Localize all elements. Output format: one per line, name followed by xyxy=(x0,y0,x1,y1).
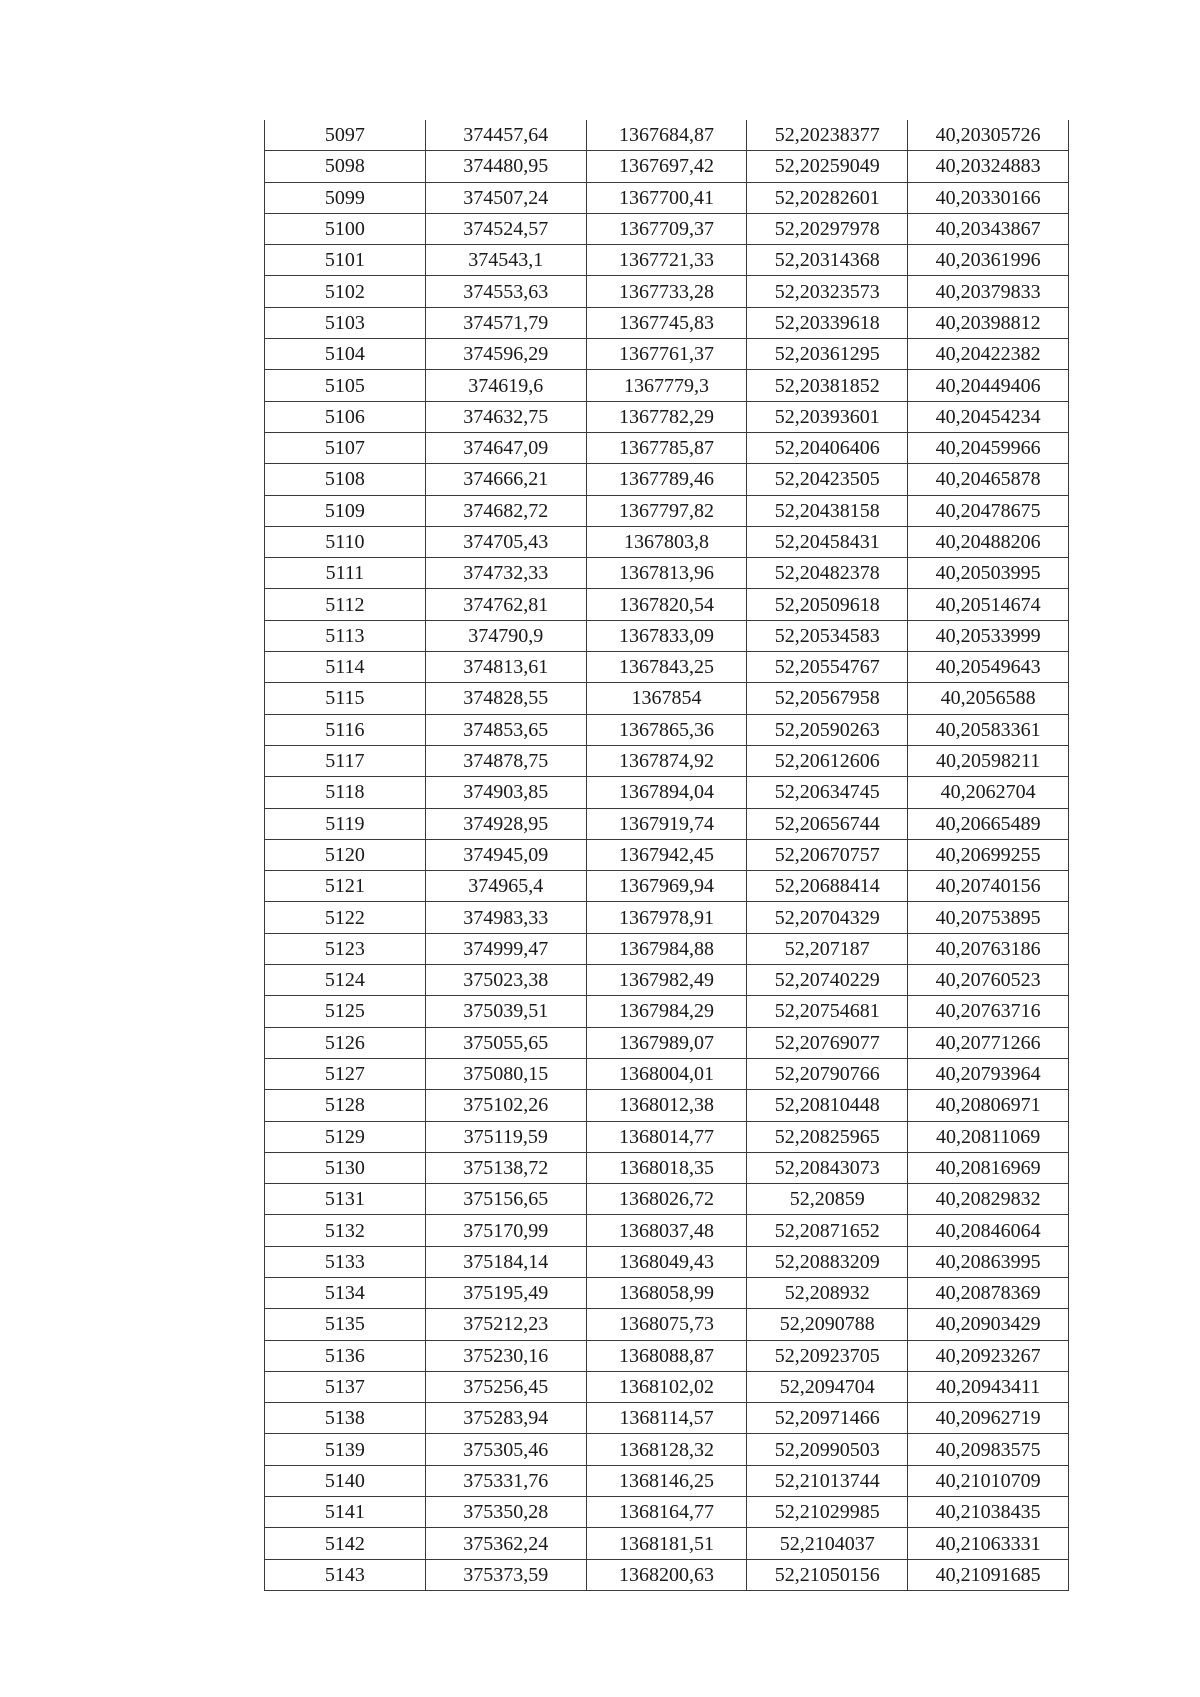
point-number-cell: 5109 xyxy=(265,495,426,526)
table-row xyxy=(265,745,1069,776)
longitude-cell: 40,20514674 xyxy=(908,589,1069,620)
y-coordinate-cell: 1368075,73 xyxy=(586,1309,747,1340)
longitude-cell: 40,20379833 xyxy=(908,276,1069,307)
latitude-cell: 52,20314368 xyxy=(747,245,908,276)
table-row xyxy=(265,1465,1069,1496)
x-coordinate-cell: 374457,64 xyxy=(425,120,586,151)
latitude-cell: 52,21050156 xyxy=(747,1559,908,1590)
y-coordinate-cell: 1368058,99 xyxy=(586,1277,747,1308)
point-number-cell: 5127 xyxy=(265,1058,426,1089)
longitude-cell: 40,21091685 xyxy=(908,1559,1069,1590)
x-coordinate-cell: 374507,24 xyxy=(425,182,586,213)
y-coordinate-cell: 1368114,57 xyxy=(586,1403,747,1434)
latitude-cell: 52,20438158 xyxy=(747,495,908,526)
x-coordinate-cell: 374524,57 xyxy=(425,213,586,244)
longitude-cell: 40,20665489 xyxy=(908,808,1069,839)
table-row xyxy=(265,589,1069,620)
table-row xyxy=(265,1027,1069,1058)
latitude-cell: 52,20282601 xyxy=(747,182,908,213)
y-coordinate-cell: 1367779,3 xyxy=(586,370,747,401)
latitude-cell: 52,20509618 xyxy=(747,589,908,620)
table-row xyxy=(265,1340,1069,1371)
point-number-cell: 5133 xyxy=(265,1246,426,1277)
point-number-cell: 5098 xyxy=(265,151,426,182)
latitude-cell: 52,207187 xyxy=(747,933,908,964)
table-row xyxy=(265,182,1069,213)
point-number-cell: 5126 xyxy=(265,1027,426,1058)
table-row xyxy=(265,1246,1069,1277)
point-number-cell: 5117 xyxy=(265,745,426,776)
coordinates-table-body xyxy=(265,120,1069,1590)
x-coordinate-cell: 374828,55 xyxy=(425,683,586,714)
table-row xyxy=(265,401,1069,432)
point-number-cell: 5139 xyxy=(265,1434,426,1465)
longitude-cell: 40,20503995 xyxy=(908,558,1069,589)
y-coordinate-cell: 1367833,09 xyxy=(586,620,747,651)
latitude-cell: 52,20810448 xyxy=(747,1090,908,1121)
x-coordinate-cell: 375156,65 xyxy=(425,1184,586,1215)
point-number-cell: 5111 xyxy=(265,558,426,589)
point-number-cell: 5107 xyxy=(265,432,426,463)
y-coordinate-cell: 1367789,46 xyxy=(586,464,747,495)
point-number-cell: 5129 xyxy=(265,1121,426,1152)
x-coordinate-cell: 375283,94 xyxy=(425,1403,586,1434)
x-coordinate-cell: 375119,59 xyxy=(425,1121,586,1152)
latitude-cell: 52,21013744 xyxy=(747,1465,908,1496)
latitude-cell: 52,20740229 xyxy=(747,965,908,996)
longitude-cell: 40,20863995 xyxy=(908,1246,1069,1277)
longitude-cell: 40,20771266 xyxy=(908,1027,1069,1058)
latitude-cell: 52,20361295 xyxy=(747,339,908,370)
y-coordinate-cell: 1367733,28 xyxy=(586,276,747,307)
point-number-cell: 5114 xyxy=(265,652,426,683)
point-number-cell: 5110 xyxy=(265,526,426,557)
table-row xyxy=(265,871,1069,902)
point-number-cell: 5132 xyxy=(265,1215,426,1246)
table-row xyxy=(265,339,1069,370)
table-row xyxy=(265,1403,1069,1434)
longitude-cell: 40,20583361 xyxy=(908,714,1069,745)
y-coordinate-cell: 1368049,43 xyxy=(586,1246,747,1277)
point-number-cell: 5142 xyxy=(265,1528,426,1559)
x-coordinate-cell: 374632,75 xyxy=(425,401,586,432)
longitude-cell: 40,20478675 xyxy=(908,495,1069,526)
x-coordinate-cell: 375184,14 xyxy=(425,1246,586,1277)
point-number-cell: 5123 xyxy=(265,933,426,964)
y-coordinate-cell: 1367865,36 xyxy=(586,714,747,745)
y-coordinate-cell: 1368018,35 xyxy=(586,1152,747,1183)
x-coordinate-cell: 374571,79 xyxy=(425,307,586,338)
table-row xyxy=(265,1277,1069,1308)
table-row xyxy=(265,245,1069,276)
table-row xyxy=(265,1215,1069,1246)
table-row xyxy=(265,933,1069,964)
table-row xyxy=(265,1528,1069,1559)
point-number-cell: 5106 xyxy=(265,401,426,432)
x-coordinate-cell: 375362,24 xyxy=(425,1528,586,1559)
latitude-cell: 52,20769077 xyxy=(747,1027,908,1058)
latitude-cell: 52,20634745 xyxy=(747,777,908,808)
table-row xyxy=(265,526,1069,557)
x-coordinate-cell: 375195,49 xyxy=(425,1277,586,1308)
latitude-cell: 52,20704329 xyxy=(747,902,908,933)
y-coordinate-cell: 1368181,51 xyxy=(586,1528,747,1559)
x-coordinate-cell: 375039,51 xyxy=(425,996,586,1027)
latitude-cell: 52,20554767 xyxy=(747,652,908,683)
point-number-cell: 5131 xyxy=(265,1184,426,1215)
latitude-cell: 52,20859 xyxy=(747,1184,908,1215)
y-coordinate-cell: 1367721,33 xyxy=(586,245,747,276)
x-coordinate-cell: 375023,38 xyxy=(425,965,586,996)
y-coordinate-cell: 1368037,48 xyxy=(586,1215,747,1246)
point-number-cell: 5101 xyxy=(265,245,426,276)
y-coordinate-cell: 1367982,49 xyxy=(586,965,747,996)
latitude-cell: 52,20612606 xyxy=(747,745,908,776)
y-coordinate-cell: 1367697,42 xyxy=(586,151,747,182)
x-coordinate-cell: 375256,45 xyxy=(425,1371,586,1402)
table-row xyxy=(265,464,1069,495)
y-coordinate-cell: 1368088,87 xyxy=(586,1340,747,1371)
point-number-cell: 5103 xyxy=(265,307,426,338)
point-number-cell: 5128 xyxy=(265,1090,426,1121)
y-coordinate-cell: 1367785,87 xyxy=(586,432,747,463)
x-coordinate-cell: 374999,47 xyxy=(425,933,586,964)
x-coordinate-cell: 375055,65 xyxy=(425,1027,586,1058)
table-row xyxy=(265,1434,1069,1465)
latitude-cell: 52,20843073 xyxy=(747,1152,908,1183)
longitude-cell: 40,20753895 xyxy=(908,902,1069,933)
longitude-cell: 40,20763716 xyxy=(908,996,1069,1027)
table-row xyxy=(265,996,1069,1027)
table-row xyxy=(265,370,1069,401)
longitude-cell: 40,20699255 xyxy=(908,839,1069,870)
y-coordinate-cell: 1368164,77 xyxy=(586,1497,747,1528)
longitude-cell: 40,20943411 xyxy=(908,1371,1069,1402)
point-number-cell: 5125 xyxy=(265,996,426,1027)
latitude-cell: 52,2094704 xyxy=(747,1371,908,1402)
point-number-cell: 5105 xyxy=(265,370,426,401)
table-row xyxy=(265,777,1069,808)
longitude-cell: 40,20923267 xyxy=(908,1340,1069,1371)
x-coordinate-cell: 375102,26 xyxy=(425,1090,586,1121)
point-number-cell: 5136 xyxy=(265,1340,426,1371)
x-coordinate-cell: 374903,85 xyxy=(425,777,586,808)
table-row xyxy=(265,1559,1069,1590)
point-number-cell: 5121 xyxy=(265,871,426,902)
x-coordinate-cell: 374965,4 xyxy=(425,871,586,902)
point-number-cell: 5140 xyxy=(265,1465,426,1496)
y-coordinate-cell: 1367984,88 xyxy=(586,933,747,964)
latitude-cell: 52,20458431 xyxy=(747,526,908,557)
coordinates-table xyxy=(264,120,1069,1591)
table-row xyxy=(265,902,1069,933)
longitude-cell: 40,20962719 xyxy=(908,1403,1069,1434)
table-row xyxy=(265,495,1069,526)
x-coordinate-cell: 374596,29 xyxy=(425,339,586,370)
latitude-cell: 52,20825965 xyxy=(747,1121,908,1152)
point-number-cell: 5116 xyxy=(265,714,426,745)
x-coordinate-cell: 374928,95 xyxy=(425,808,586,839)
latitude-cell: 52,20406406 xyxy=(747,432,908,463)
x-coordinate-cell: 374732,33 xyxy=(425,558,586,589)
point-number-cell: 5113 xyxy=(265,620,426,651)
longitude-cell: 40,20598211 xyxy=(908,745,1069,776)
table-row xyxy=(265,307,1069,338)
table-row xyxy=(265,683,1069,714)
latitude-cell: 52,20534583 xyxy=(747,620,908,651)
x-coordinate-cell: 375373,59 xyxy=(425,1559,586,1590)
point-number-cell: 5119 xyxy=(265,808,426,839)
latitude-cell: 52,20393601 xyxy=(747,401,908,432)
x-coordinate-cell: 375170,99 xyxy=(425,1215,586,1246)
latitude-cell: 52,20423505 xyxy=(747,464,908,495)
point-number-cell: 5141 xyxy=(265,1497,426,1528)
x-coordinate-cell: 374853,65 xyxy=(425,714,586,745)
latitude-cell: 52,2104037 xyxy=(747,1528,908,1559)
x-coordinate-cell: 374983,33 xyxy=(425,902,586,933)
x-coordinate-cell: 374813,61 xyxy=(425,652,586,683)
latitude-cell: 52,208932 xyxy=(747,1277,908,1308)
longitude-cell: 40,2062704 xyxy=(908,777,1069,808)
latitude-cell: 52,20971466 xyxy=(747,1403,908,1434)
table-row xyxy=(265,276,1069,307)
y-coordinate-cell: 1368146,25 xyxy=(586,1465,747,1496)
point-number-cell: 5138 xyxy=(265,1403,426,1434)
table-row xyxy=(265,213,1069,244)
y-coordinate-cell: 1367782,29 xyxy=(586,401,747,432)
longitude-cell: 40,20806971 xyxy=(908,1090,1069,1121)
table-row xyxy=(265,839,1069,870)
longitude-cell: 40,20811069 xyxy=(908,1121,1069,1152)
longitude-cell: 40,20459966 xyxy=(908,432,1069,463)
y-coordinate-cell: 1368128,32 xyxy=(586,1434,747,1465)
longitude-cell: 40,20488206 xyxy=(908,526,1069,557)
table-row xyxy=(265,1058,1069,1089)
x-coordinate-cell: 374619,6 xyxy=(425,370,586,401)
longitude-cell: 40,20305726 xyxy=(908,120,1069,151)
x-coordinate-cell: 374790,9 xyxy=(425,620,586,651)
longitude-cell: 40,20422382 xyxy=(908,339,1069,370)
y-coordinate-cell: 1367919,74 xyxy=(586,808,747,839)
y-coordinate-cell: 1367969,94 xyxy=(586,871,747,902)
point-number-cell: 5122 xyxy=(265,902,426,933)
y-coordinate-cell: 1367745,83 xyxy=(586,307,747,338)
latitude-cell: 52,20883209 xyxy=(747,1246,908,1277)
y-coordinate-cell: 1367989,07 xyxy=(586,1027,747,1058)
x-coordinate-cell: 375350,28 xyxy=(425,1497,586,1528)
x-coordinate-cell: 374553,63 xyxy=(425,276,586,307)
table-row xyxy=(265,558,1069,589)
longitude-cell: 40,20878369 xyxy=(908,1277,1069,1308)
latitude-cell: 52,20923705 xyxy=(747,1340,908,1371)
latitude-cell: 52,20990503 xyxy=(747,1434,908,1465)
longitude-cell: 40,2056588 xyxy=(908,683,1069,714)
longitude-cell: 40,20816969 xyxy=(908,1152,1069,1183)
point-number-cell: 5130 xyxy=(265,1152,426,1183)
latitude-cell: 52,21029985 xyxy=(747,1497,908,1528)
point-number-cell: 5118 xyxy=(265,777,426,808)
latitude-cell: 52,20688414 xyxy=(747,871,908,902)
longitude-cell: 40,20361996 xyxy=(908,245,1069,276)
latitude-cell: 52,2090788 xyxy=(747,1309,908,1340)
point-number-cell: 5115 xyxy=(265,683,426,714)
longitude-cell: 40,20398812 xyxy=(908,307,1069,338)
y-coordinate-cell: 1367700,41 xyxy=(586,182,747,213)
latitude-cell: 52,20238377 xyxy=(747,120,908,151)
x-coordinate-cell: 374682,72 xyxy=(425,495,586,526)
longitude-cell: 40,20740156 xyxy=(908,871,1069,902)
longitude-cell: 40,20549643 xyxy=(908,652,1069,683)
x-coordinate-cell: 375138,72 xyxy=(425,1152,586,1183)
longitude-cell: 40,20903429 xyxy=(908,1309,1069,1340)
table-row xyxy=(265,620,1069,651)
y-coordinate-cell: 1367874,92 xyxy=(586,745,747,776)
table-row xyxy=(265,1497,1069,1528)
y-coordinate-cell: 1367684,87 xyxy=(586,120,747,151)
latitude-cell: 52,20323573 xyxy=(747,276,908,307)
latitude-cell: 52,20339618 xyxy=(747,307,908,338)
table-row xyxy=(265,1371,1069,1402)
point-number-cell: 5108 xyxy=(265,464,426,495)
longitude-cell: 40,20533999 xyxy=(908,620,1069,651)
y-coordinate-cell: 1367854 xyxy=(586,683,747,714)
latitude-cell: 52,20297978 xyxy=(747,213,908,244)
x-coordinate-cell: 374878,75 xyxy=(425,745,586,776)
point-number-cell: 5143 xyxy=(265,1559,426,1590)
y-coordinate-cell: 1367709,37 xyxy=(586,213,747,244)
table-row xyxy=(265,120,1069,151)
point-number-cell: 5104 xyxy=(265,339,426,370)
point-number-cell: 5112 xyxy=(265,589,426,620)
latitude-cell: 52,20871652 xyxy=(747,1215,908,1246)
point-number-cell: 5135 xyxy=(265,1309,426,1340)
y-coordinate-cell: 1368004,01 xyxy=(586,1058,747,1089)
table-row xyxy=(265,1121,1069,1152)
x-coordinate-cell: 375305,46 xyxy=(425,1434,586,1465)
point-number-cell: 5100 xyxy=(265,213,426,244)
latitude-cell: 52,20381852 xyxy=(747,370,908,401)
point-number-cell: 5102 xyxy=(265,276,426,307)
table-row xyxy=(265,1152,1069,1183)
longitude-cell: 40,20760523 xyxy=(908,965,1069,996)
longitude-cell: 40,21063331 xyxy=(908,1528,1069,1559)
longitude-cell: 40,20846064 xyxy=(908,1215,1069,1246)
x-coordinate-cell: 374762,81 xyxy=(425,589,586,620)
x-coordinate-cell: 374543,1 xyxy=(425,245,586,276)
y-coordinate-cell: 1367894,04 xyxy=(586,777,747,808)
latitude-cell: 52,20590263 xyxy=(747,714,908,745)
x-coordinate-cell: 375331,76 xyxy=(425,1465,586,1496)
longitude-cell: 40,20454234 xyxy=(908,401,1069,432)
table-row xyxy=(265,714,1069,745)
table-row xyxy=(265,1184,1069,1215)
y-coordinate-cell: 1367797,82 xyxy=(586,495,747,526)
longitude-cell: 40,20324883 xyxy=(908,151,1069,182)
y-coordinate-cell: 1367813,96 xyxy=(586,558,747,589)
latitude-cell: 52,20754681 xyxy=(747,996,908,1027)
longitude-cell: 40,21038435 xyxy=(908,1497,1069,1528)
latitude-cell: 52,20482378 xyxy=(747,558,908,589)
y-coordinate-cell: 1367843,25 xyxy=(586,652,747,683)
y-coordinate-cell: 1367820,54 xyxy=(586,589,747,620)
y-coordinate-cell: 1368026,72 xyxy=(586,1184,747,1215)
table-row xyxy=(265,652,1069,683)
longitude-cell: 40,20983575 xyxy=(908,1434,1069,1465)
latitude-cell: 52,20670757 xyxy=(747,839,908,870)
longitude-cell: 40,20793964 xyxy=(908,1058,1069,1089)
point-number-cell: 5099 xyxy=(265,182,426,213)
x-coordinate-cell: 374480,95 xyxy=(425,151,586,182)
point-number-cell: 5137 xyxy=(265,1371,426,1402)
y-coordinate-cell: 1367978,91 xyxy=(586,902,747,933)
point-number-cell: 5124 xyxy=(265,965,426,996)
table-row xyxy=(265,151,1069,182)
x-coordinate-cell: 375230,16 xyxy=(425,1340,586,1371)
y-coordinate-cell: 1367761,37 xyxy=(586,339,747,370)
table-row xyxy=(265,808,1069,839)
longitude-cell: 40,20465878 xyxy=(908,464,1069,495)
x-coordinate-cell: 375212,23 xyxy=(425,1309,586,1340)
table-row xyxy=(265,432,1069,463)
latitude-cell: 52,20656744 xyxy=(747,808,908,839)
point-number-cell: 5097 xyxy=(265,120,426,151)
y-coordinate-cell: 1368102,02 xyxy=(586,1371,747,1402)
table-row xyxy=(265,1309,1069,1340)
longitude-cell: 40,20449406 xyxy=(908,370,1069,401)
y-coordinate-cell: 1367984,29 xyxy=(586,996,747,1027)
latitude-cell: 52,20259049 xyxy=(747,151,908,182)
latitude-cell: 52,20567958 xyxy=(747,683,908,714)
x-coordinate-cell: 374705,43 xyxy=(425,526,586,557)
point-number-cell: 5120 xyxy=(265,839,426,870)
point-number-cell: 5134 xyxy=(265,1277,426,1308)
x-coordinate-cell: 375080,15 xyxy=(425,1058,586,1089)
x-coordinate-cell: 374945,09 xyxy=(425,839,586,870)
longitude-cell: 40,20343867 xyxy=(908,213,1069,244)
y-coordinate-cell: 1367942,45 xyxy=(586,839,747,870)
x-coordinate-cell: 374647,09 xyxy=(425,432,586,463)
x-coordinate-cell: 374666,21 xyxy=(425,464,586,495)
y-coordinate-cell: 1368200,63 xyxy=(586,1559,747,1590)
longitude-cell: 40,21010709 xyxy=(908,1465,1069,1496)
y-coordinate-cell: 1368014,77 xyxy=(586,1121,747,1152)
y-coordinate-cell: 1367803,8 xyxy=(586,526,747,557)
table-row xyxy=(265,965,1069,996)
latitude-cell: 52,20790766 xyxy=(747,1058,908,1089)
y-coordinate-cell: 1368012,38 xyxy=(586,1090,747,1121)
table-row xyxy=(265,1090,1069,1121)
longitude-cell: 40,20763186 xyxy=(908,933,1069,964)
longitude-cell: 40,20330166 xyxy=(908,182,1069,213)
longitude-cell: 40,20829832 xyxy=(908,1184,1069,1215)
